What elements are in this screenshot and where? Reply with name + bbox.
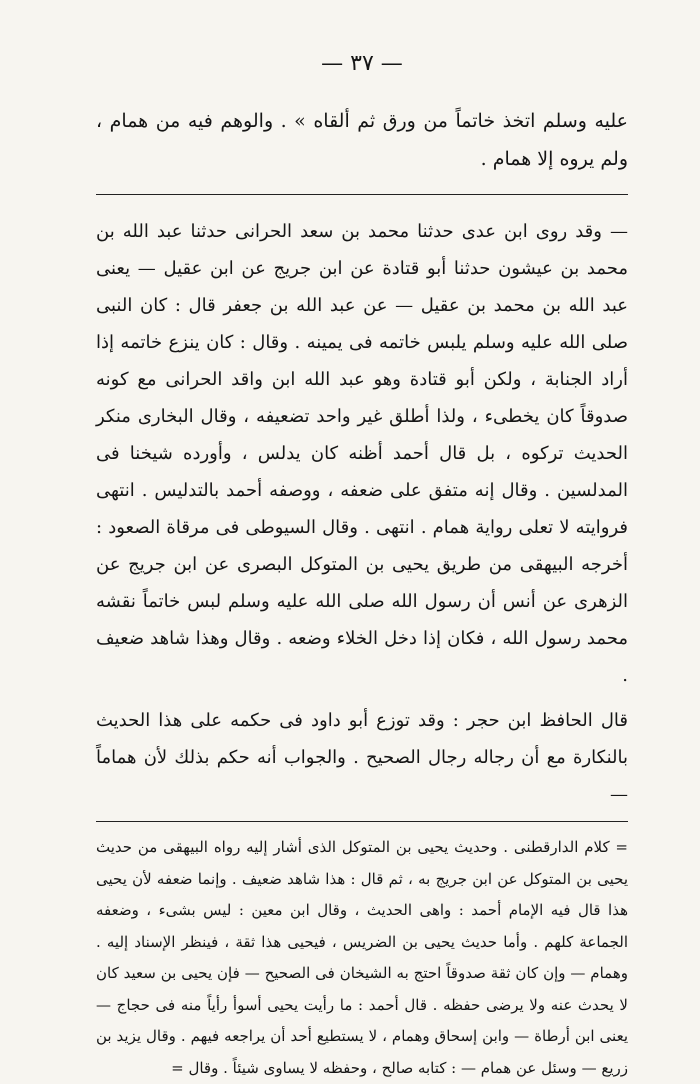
main-paragraph-1: — وقد روى ابن عدى حدثنا محمد بن سعد الحرانى حدثنا عبد الله بن محمد بن عيشون حدثنا أبو قتادة عن ابن جريج عن ابن عقيل — يعنى عبد الله بن محمد بن عقيل — عن عبد الله بن جعفر قال : كان النبى صلى الله عليه وسلم يلبس خاتمه فى يمينه . وقال : كان ينزع خاتمه إذا أراد الجنابة ، ولكن أبو قتادة وهو عبد الله ابن واقد الحرانى مع كونه صدوقاً كان يخطىء ، ولذا أطلق غير واحد تضعيفه ، وقال البخارى منكر الحديث تركوه ، بل قال أحمد أظنه كان يدلس ، وأورده شيخنا فى المدلسين . وقال إنه متفق على ضعفه ، ووصفه أحمد بالتدليس . انتهى فروايته لا تعلى رواية همام . انتهى . وقال السيوطى فى مرقاة الصعود : أخرجه البيهقى من طريق يحيى بن المتوكل البصرى عن ابن جريج عن الزهرى عن أنس أن رسول الله صلى الله عليه وسلم لبس خاتماً نقشه محمد رسول الله ، فكان إذا دخل الخلاء وضعه . وقال وهذا شاهد ضعيف . [96, 221, 628, 686]
main-paragraph-2: قال الحافظ ابن حجر : وقد توزع أبو داود فى حكمه على هذا الحديث بالنكارة مع أن رجاله رجال الصحيح . والجواب أنه حكم بذلك لأن هماماً — [96, 710, 628, 805]
footnote-text: = كلام الدارقطنى . وحديث يحيى بن المتوكل الذى أشار إليه رواه البيهقى من حديث يحيى بن المتوكل عن ابن جريج به ، ثم قال : هذا شاهد ضعيف . وإنما ضعفه لأن يحيى هذا قال فيه الإمام أحمد : واهى الحديث ، وقال ابن معين : ليس بشىء ، وضعفه الجماعة كلهم . وأما حديث يحيى بن الضريس ، فيحيى هذا ثقة ، فينظر الإسناد إليه . وهمام — وإن كان ثقة صدوقاً احتج به الشيخان فى الصحيح — فإن يحيى بن سعيد كان لا يحدث عنه ولا يرضى حفظه . قال أحمد : ما رأيت يحيى أسوأ رأياً منه فى حجاج — يعنى ابن أرطاة — وابن إسحاق وهمام ، لا يستطيع أحد أن يراجعه فيهم . وقال يزيد بن زريع — وسئل عن همام — : كتابه صالح ، وحفظه لا يساوى شيئاً . وقال = [96, 838, 628, 1077]
page-number: — ٣٧ — [321, 51, 403, 76]
section-divider [96, 194, 628, 195]
continued-text: عليه وسلم اتخذ خاتماً من ورق ثم ألقاه » . والوهم فيه من همام ، ولم يروه إلا همام . [96, 110, 628, 170]
continued-text-block [96, 102, 628, 178]
main-text-block [96, 213, 628, 813]
footnote-block [96, 832, 628, 1084]
footnote-divider [96, 821, 628, 822]
